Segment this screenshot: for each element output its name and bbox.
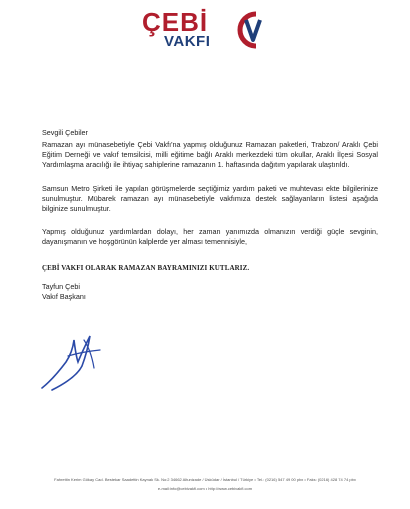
logo-cv-mark-icon bbox=[226, 10, 270, 50]
footer-address: Fahrettin Kerim Gökay Cad. Bestekar Saadettin Kaynak Sk. No:2 34662 Altunizade / Üsküdar / İstanbul / Türkiye • Tel.: (0216) 547 49 00 pbx • Faks: (0216) 428 74 74 pbx bbox=[54, 477, 356, 482]
signatory-name: Tayfun Çebi bbox=[42, 281, 80, 291]
letterhead-footer bbox=[30, 475, 380, 493]
footer-contact: e-mail:info@cebivakfi.com • http://www.cebivakfi.com bbox=[157, 486, 253, 491]
paragraph-3: Yapmış olduğunuz yardımlardan dolayı, her zaman yanımızda olmanızın verdiği güçle sevginin, dayanışmanın ve hoşgörünün kalplerde yer alması temennisiyle, bbox=[42, 227, 378, 247]
bayram-greeting: ÇEBİ VAKFI OLARAK RAMAZAN BAYRAMINIZI KUTLARIZ. bbox=[42, 263, 250, 272]
logo-bottom-text: VAKFI bbox=[164, 33, 211, 50]
handwritten-signature bbox=[38, 326, 108, 396]
signatory-title: Vakıf Başkanı bbox=[42, 291, 86, 301]
cebi-vakfi-logo bbox=[140, 8, 270, 56]
paragraph-2: Samsun Metro Şirketi ile yapılan görüşmelerde seçtiğimiz yardım paketi ve muhtevası ekte bilgilerinize sunulmuştur. Mübarek ramazan ayı münasebetiyle vakfımıza destek sağlayanların listesi aşağıda bilginize sunulmuştur. bbox=[42, 183, 378, 214]
logo-top-text: ÇEBİ bbox=[142, 7, 209, 37]
greeting: Sevgili Çebiler bbox=[42, 128, 88, 137]
letter-body bbox=[42, 128, 378, 302]
paragraph-1: Ramazan ayı münasebetiyle Çebi Vakfı'na yapmış olduğunuz Ramazan paketleri, Trabzon/ Araklı Çebi Eğitim Derneği ve vakıf temsilcisi, milli eğitime bağlı Araklı merkezdeki tüm okullar, Araklı İlçesi Sosyal Yardımlaşma aracılığı ile ihtiyaç sahiplerine ramazanın 1. haftasında dağıtım yapılarak ulaştırıldı. bbox=[42, 140, 378, 170]
